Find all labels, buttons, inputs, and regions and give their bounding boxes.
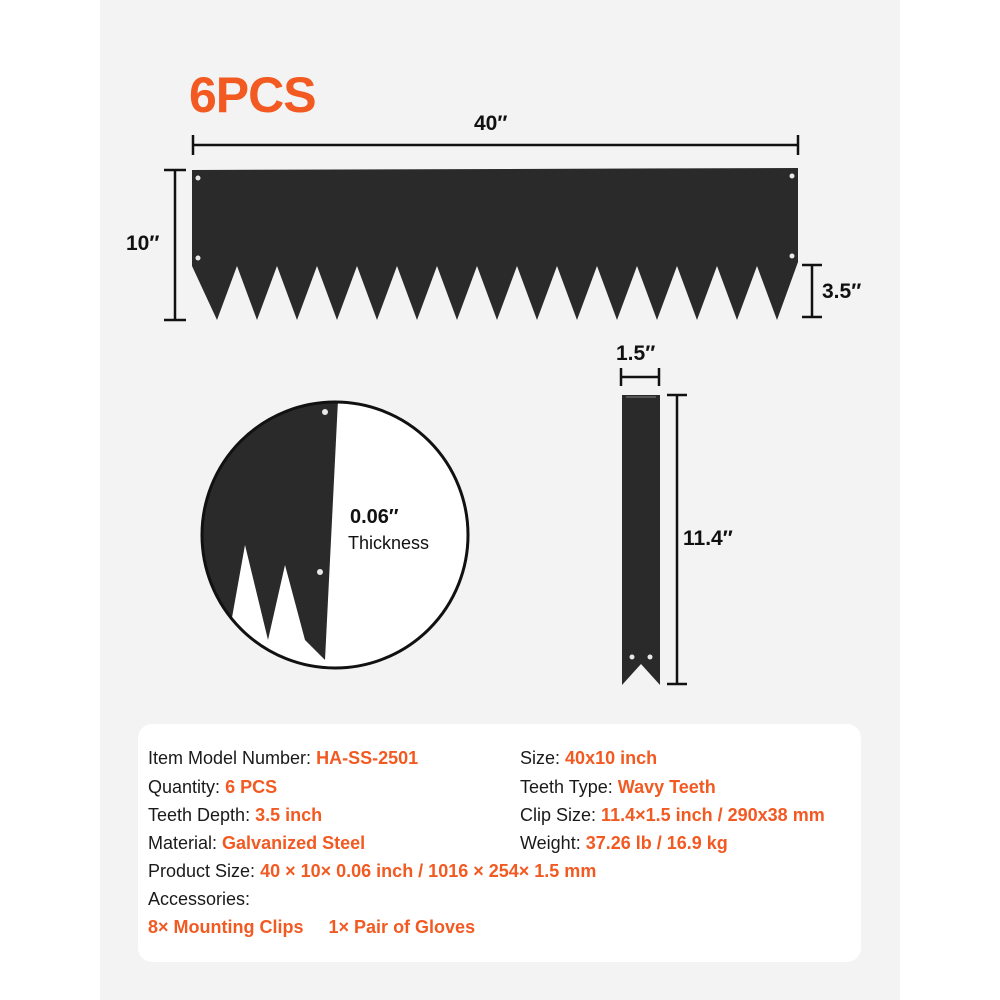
spec-teeth-type: Teeth Type: Wavy Teeth (520, 777, 716, 797)
accessory-clips: 8× Mounting Clips (148, 917, 304, 937)
spec-model: Item Model Number: HA-SS-2501 (148, 748, 419, 768)
specifications-card (138, 724, 861, 962)
teeth-dimension-line (802, 265, 822, 317)
thickness-zoom-circle (190, 380, 468, 668)
spec-clip-size: Clip Size: 11.4×1.5 inch / 290x38 mm (520, 805, 825, 825)
edging-panel (192, 168, 798, 320)
length-dimension-line (193, 135, 798, 155)
clip-width-dimension-line (621, 368, 659, 386)
spec-teeth-depth: Teeth Depth: 3.5 inch (148, 805, 323, 825)
height-label: 10′′ (126, 232, 160, 255)
height-dimension-line (164, 170, 186, 320)
mounting-clip (622, 395, 660, 685)
thickness-value: 0.06′′ (350, 506, 399, 528)
spec-accessories-label: Accessories: (148, 889, 251, 909)
teeth-depth-label: 3.5′′ (822, 280, 862, 303)
quantity-headline: 6PCS (189, 67, 316, 123)
spec-material: Material: Galvanized Steel (148, 833, 366, 853)
accessory-gloves: 1× Pair of Gloves (328, 917, 476, 937)
spec-accessories-list (148, 917, 475, 938)
spec-weight: Weight: 37.26 lb / 16.9 kg (520, 833, 728, 853)
spec-quantity: Quantity: 6 PCS (148, 777, 278, 797)
clip-length-label: 11.4′′ (683, 527, 733, 550)
spec-size: Size: 40x10 inch (520, 748, 658, 768)
clip-width-label: 1.5′′ (616, 342, 656, 365)
length-label: 40′′ (474, 112, 508, 135)
spec-product-size: Product Size: 40 × 10× 0.06 inch / 1016 × 254× 1.5 mm (148, 861, 597, 881)
thickness-label: Thickness (348, 533, 430, 553)
